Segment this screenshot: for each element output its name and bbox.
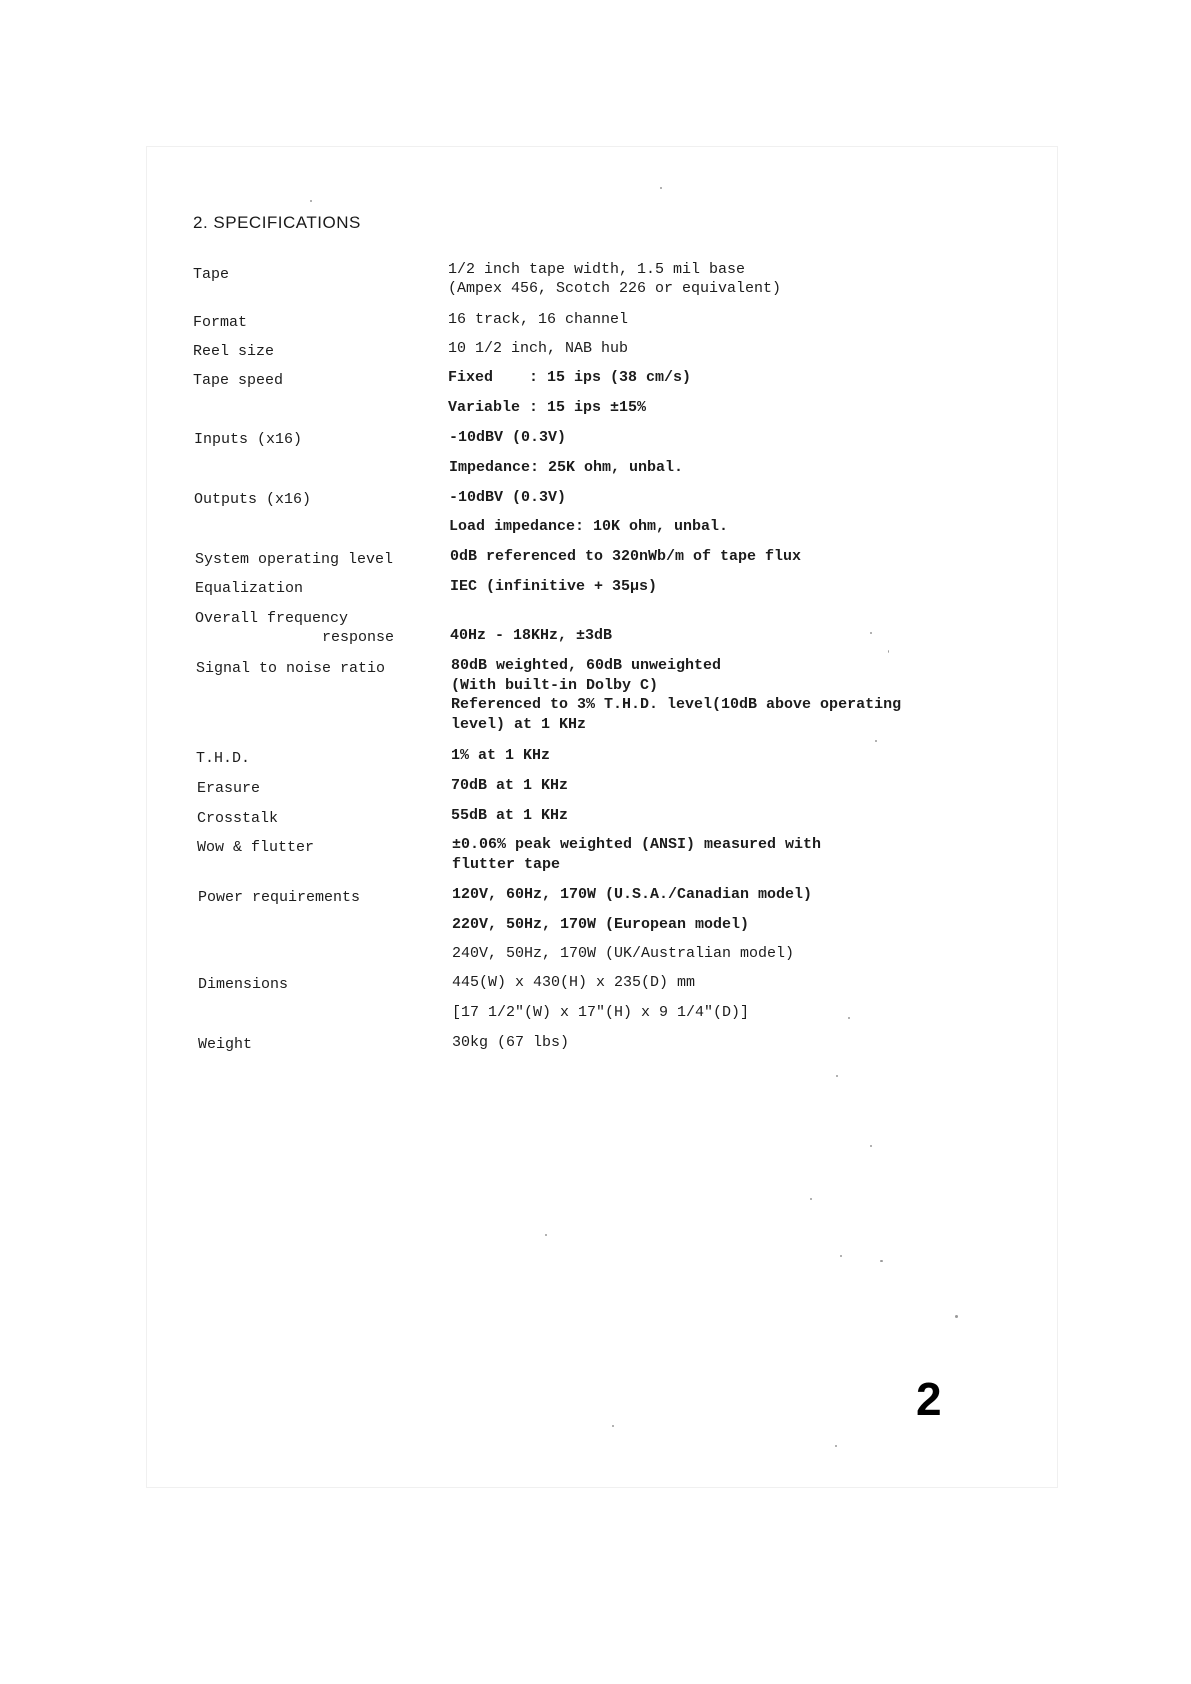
spec-label: Power requirements bbox=[198, 889, 361, 906]
spec-value: (With built-in Dolby C) bbox=[451, 677, 659, 694]
spec-value: -10dBV (0.3V) bbox=[449, 489, 567, 506]
spec-label: Equalization bbox=[195, 580, 304, 597]
page-number: 2 bbox=[916, 1373, 942, 1425]
spec-value: Fixed : 15 ips (38 cm/s) bbox=[448, 369, 692, 386]
spec-value: 70dB at 1 KHz bbox=[451, 777, 569, 794]
spec-label: Dimensions bbox=[198, 976, 289, 993]
spec-label: Outputs (x16) bbox=[194, 491, 312, 508]
spec-value: level) at 1 KHz bbox=[451, 716, 587, 733]
spec-value: 220V, 50Hz, 170W (European model) bbox=[452, 916, 750, 933]
spec-value: 120V, 60Hz, 170W (U.S.A./Canadian model) bbox=[452, 886, 813, 903]
spec-label: System operating level bbox=[195, 551, 394, 568]
spec-value: 40Hz - 18KHz, ±3dB bbox=[450, 627, 613, 644]
spec-label: Signal to noise ratio bbox=[196, 660, 386, 677]
spec-value: flutter tape bbox=[452, 856, 561, 873]
spec-value: IEC (infinitive + 35μs) bbox=[450, 578, 658, 595]
spec-label: Crosstalk bbox=[197, 810, 279, 827]
spec-label-continuation: response bbox=[322, 629, 395, 646]
spec-value: 1/2 inch tape width, 1.5 mil base bbox=[448, 261, 746, 278]
spec-value: 16 track, 16 channel bbox=[448, 311, 629, 328]
spec-value: 30kg (67 lbs) bbox=[452, 1034, 570, 1051]
spec-value: 80dB weighted, 60dB unweighted bbox=[451, 657, 722, 674]
spec-value: 445(W) x 430(H) x 235(D) mm bbox=[452, 974, 696, 991]
section-title: 2. SPECIFICATIONS bbox=[193, 213, 361, 232]
spec-label: Weight bbox=[198, 1036, 253, 1053]
spec-value: Load impedance: 10K ohm, unbal. bbox=[449, 518, 729, 535]
spec-value: 0dB referenced to 320nWb/m of tape flux bbox=[450, 548, 802, 565]
spec-label: Overall frequency bbox=[195, 610, 349, 627]
spec-value: Impedance: 25K ohm, unbal. bbox=[449, 459, 684, 476]
spec-value: 240V, 50Hz, 170W (UK/Australian model) bbox=[452, 945, 795, 962]
spec-value: Referenced to 3% T.H.D. level(10dB above operating bbox=[451, 696, 902, 713]
spec-label: Tape bbox=[193, 266, 230, 283]
spec-value: [17 1/2"(W) x 17"(H) x 9 1/4"(D)] bbox=[452, 1004, 750, 1021]
spec-value: -10dBV (0.3V) bbox=[449, 429, 567, 446]
spec-label: Inputs (x16) bbox=[194, 431, 303, 448]
spec-value: Variable : 15 ips ±15% bbox=[448, 399, 647, 416]
spec-value: (Ampex 456, Scotch 226 or equivalent) bbox=[448, 280, 782, 297]
spec-value: 10 1/2 inch, NAB hub bbox=[448, 340, 629, 357]
spec-label: Tape speed bbox=[193, 372, 284, 389]
spec-label: Erasure bbox=[197, 780, 261, 797]
spec-label: T.H.D. bbox=[196, 750, 251, 767]
spec-value: 1% at 1 KHz bbox=[451, 747, 551, 764]
spec-label: Reel size bbox=[193, 343, 275, 360]
spec-value: ±0.06% peak weighted (ANSI) measured with bbox=[452, 836, 822, 853]
spec-label: Format bbox=[193, 314, 248, 331]
spec-label: Wow & flutter bbox=[197, 839, 315, 856]
spec-value: 55dB at 1 KHz bbox=[451, 807, 569, 824]
